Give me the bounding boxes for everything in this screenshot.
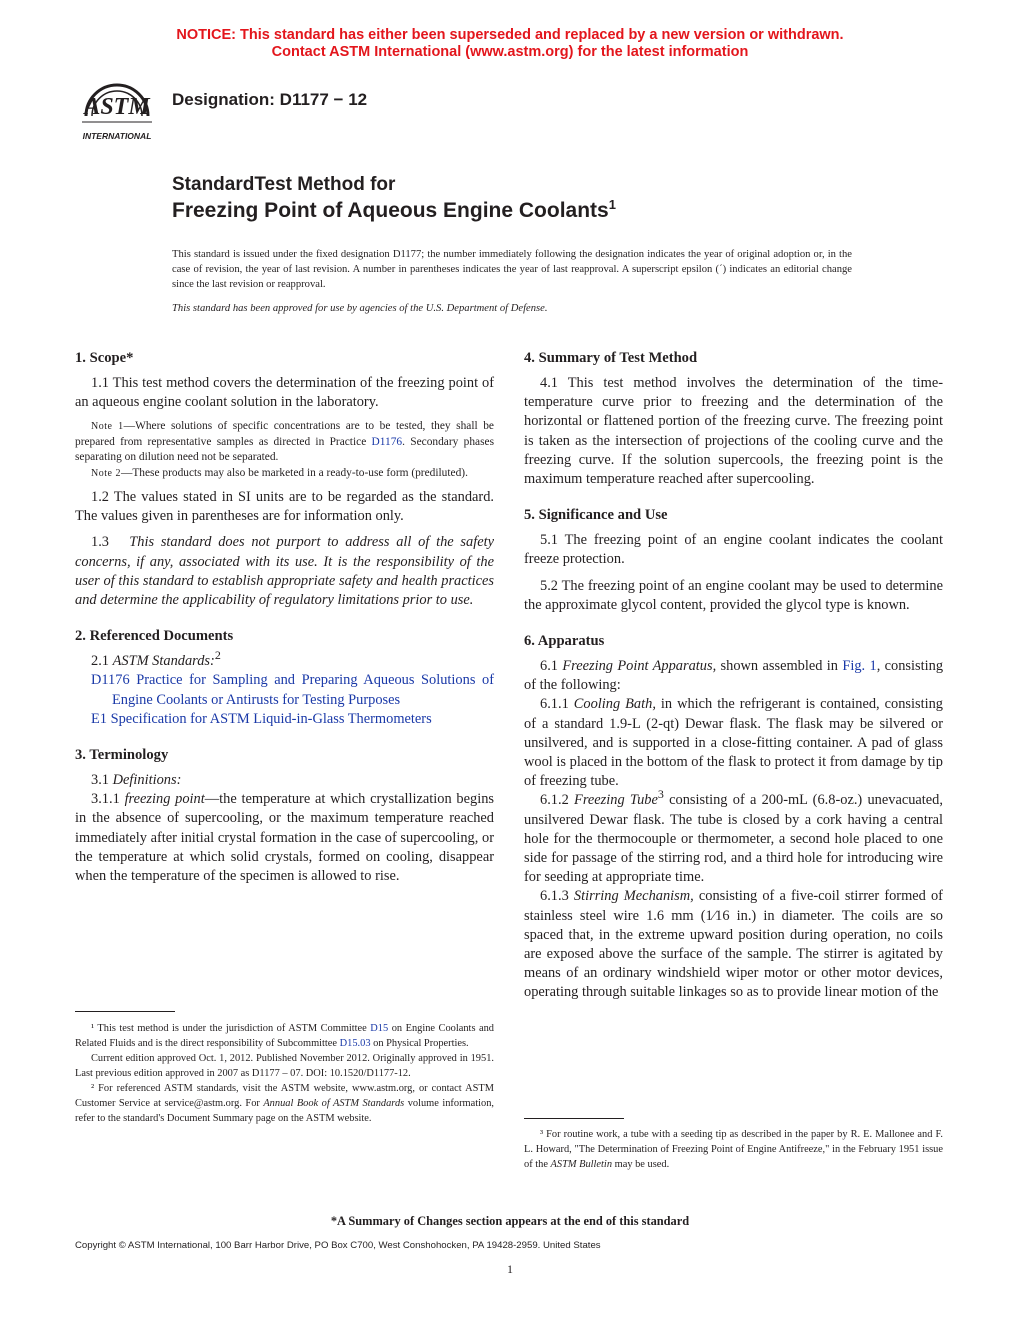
svg-text:INTERNATIONAL: INTERNATIONAL (82, 131, 152, 141)
footnote-rule-right (524, 1118, 624, 1119)
para-6-1-3: 6.1.3 Stirring Mechanism, consisting of a five-coil stirrer formed of stainless steel wire 1.6 mm (1⁄16 in.) in diameter. The coils are so spaced that, in the extreme upward position during operation, no coils are exposed above the surface of the sample. The stirrer is agitated by means of an ordinary windshield wiper motor or other motor devices, operating through suitable linkages so as to provide linear motion of the (524, 888, 943, 1001)
section-heading-significance: 5. Significance and Use (524, 507, 668, 524)
astm-logo (72, 70, 162, 144)
note-1: Note 1—Where solutions of specific concentrations are to be tested, they shall be prepared from representative samples as directed in Practice D1176. Secondary phases separating on dilution need not be separated. (75, 420, 494, 464)
title-line-1: StandardTest Method for (172, 174, 396, 195)
section-heading-summary: 4. Summary of Test Method (524, 350, 698, 366)
para-3-1: 3.1 Definitions: (91, 772, 182, 789)
page-number: 1 (507, 1262, 513, 1276)
para-6-1-1: 6.1.1 Cooling Bath, in which the refrigerant is contained, consisting of a standard 1.9-L (2-qt) Dewar flask. The flask may be silvered or unsilvered, and is supported in a close-fitting container. A pad of glass wool is placed in the bottom of the flask to protect it from damage by tip of freezing tube. (524, 696, 943, 790)
ref-item-e1[interactable]: E1 Specification for ASTM Liquid-in-Glass Thermometers (91, 710, 432, 727)
section-heading-scope: 1. Scope* (75, 350, 134, 366)
footnote-2: ² For referenced ASTM standards, visit the ASTM website, www.astm.org, or contact ASTM Customer Service at service@astm.org. For Annual Book of ASTM Standards volume information, refer to the standard's Document Summary page on the ASTM website. (75, 1083, 494, 1124)
footnote-1-edition: Current edition approved Oct. 1, 2012. Published November 2012. Originally approved in 1951. Last previous edition approved in 2007 as D1177 – 07. DOI: 10.1520/D1177-12. (75, 1053, 494, 1079)
title-footnote-marker: 1 (608, 197, 616, 212)
para-1-3: 1.3 This standard does not purport to address all of the safety concerns, if any, associated with its use. It is the responsibility of the user of this standard to establish appropriate safety and health practices and determine the applicability of regulatory limitations prior to use. (75, 534, 494, 609)
section-heading-apparatus: 6. Apparatus (524, 633, 605, 650)
supersede-notice (0, 27, 1020, 61)
footnotes-left (75, 1021, 494, 1126)
designation: Designation: D1177 − 12 (172, 90, 368, 109)
notice-line-1: NOTICE: This standard has either been superseded and replaced by a new version or withdrawn. (176, 27, 844, 43)
note-2: Note 2—These products may also be marketed in a ready-to-use form (prediluted). (91, 466, 468, 479)
para-3-1-1: 3.1.1 freezing point—the temperature at which crystallization begins in the absence of supercooling, or the maximum temperature reached immediately after initial crystal formation in the case of supercooling, or the temperature at which solid crystals, formed on cooling, disappear when the temperature of the specimen is allowed to rise. (75, 791, 494, 885)
left-column (75, 348, 494, 886)
para-5-2: 5.2 The freezing point of an engine coolant may be used to determine the approximate glycol content, provided the glycol type is known. (524, 577, 943, 613)
issuance-statement: This standard is issued under the fixed designation D1177; the number immediately following the designation indicates the year of original adoption or, in the case of revision, the year of last revision. A number in parentheses indicates the year of last reapproval. A superscript epsilon (´) indicates an editorial change since the last revision or reapproval. (172, 249, 852, 290)
summary-of-changes-note: *A Summary of Changes section appears at the end of this standard (330, 1214, 690, 1228)
footnote-3: ³ For routine work, a tube with a seeding tip as described in the paper by R. E. Mallonee and F. L. Howard, "The Determination of Freezing Point of Engine Antifreeze," in the February 1951 issue of the ASTM Bulletin may be used. (524, 1129, 943, 1170)
para-4-1: 4.1 This test method involves the determination of the time-temperature curve prior to freezing and the determination of the horizontal or flattened portion of the freezing curve. The freezing point is taken as the intersection of projections of the cooling curve and the freezing curve. If the solution supercools, the freezing point is the maximum temperature reached after supercooling. (524, 375, 943, 488)
para-1-1: 1.1 This test method covers the determination of the freezing point of an aqueous engine coolant solution in the laboratory. (75, 375, 494, 411)
link-fig-1[interactable]: Fig. 1 (842, 658, 877, 675)
footnote-rule-left (75, 1011, 175, 1012)
copyright: Copyright © ASTM International, 100 Barr Harbor Drive, PO Box C700, West Conshohocken, PA 19428-2959. United States (75, 1240, 601, 1251)
para-6-1-2: 6.1.2 Freezing Tube$^3$ consisting of a 200-mL (6.8-oz.) unevacuated, unsilvered Dewar flask. The tube is closed by a cork having a central hole for the thermocouple or thermometer, a second hole placed to one side for passage of the stirring rod, and a third hole for introducing wire for seeding at appropriate time. (524, 787, 943, 886)
link-d1176[interactable]: D1176 (371, 435, 403, 448)
ref-item-d1176[interactable]: D1176 Practice for Sampling and Preparing Aqueous Solutions of Engine Coolants or Antirusts for Testing Purposes (91, 672, 494, 708)
footnote-1: ¹ This test method is under the jurisdiction of ASTM Committee D15 on Engine Coolants and Related Fluids and is the direct responsibility of Subcommittee D15.03 on Physical Properties. (75, 1023, 494, 1049)
right-column (524, 348, 943, 1003)
para-6-1: 6.1 Freezing Point Apparatus, shown assembled in Fig. 1, consisting of the following: (524, 658, 944, 694)
dod-approval: This standard has been approved for use by agencies of the U.S. Department of Defense. (172, 303, 548, 314)
footnotes-right (524, 1127, 943, 1172)
section-heading-terminology: 3. Terminology (75, 747, 169, 764)
section-heading-referenced-documents: 2. Referenced Documents (75, 628, 234, 645)
para-2-1: 2.1 ASTM Standards:$^2$ (91, 648, 221, 670)
notice-line-2: Contact ASTM International (www.astm.org) for the latest information (271, 44, 749, 60)
para-1-2: 1.2 The values stated in SI units are to be regarded as the standard. The values given in parentheses are for information only. (75, 489, 494, 525)
para-5-1: 5.1 The freezing point of an engine coolant indicates the coolant freeze protection. (524, 532, 943, 568)
title-line-2: Freezing Point of Aqueous Engine Coolants$^1$ (172, 197, 616, 222)
svg-text:ASTM: ASTM (84, 94, 150, 120)
